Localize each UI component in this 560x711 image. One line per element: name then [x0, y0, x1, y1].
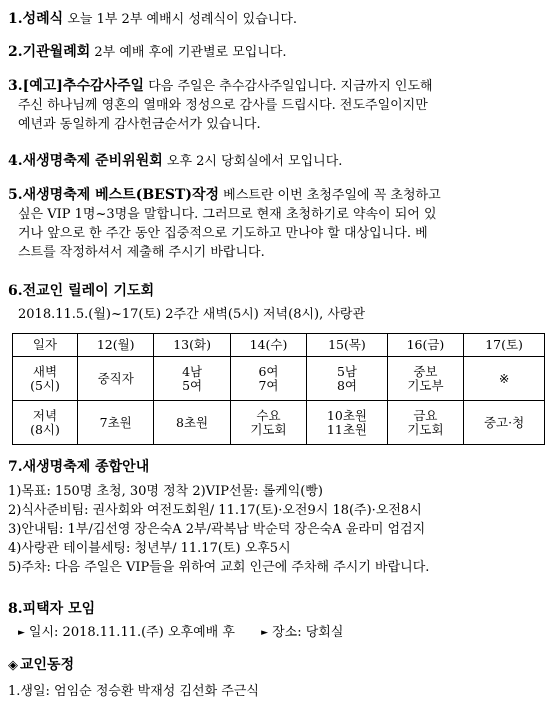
- table-header-cell: 12(월): [78, 334, 154, 357]
- table-cell-text: 8초원: [176, 414, 209, 430]
- table-cell-text: ※: [498, 370, 510, 386]
- table-cell-text: 6여 7여: [258, 363, 279, 393]
- table-cell: [307, 357, 388, 401]
- item-8-details: [18, 625, 343, 642]
- item-3-line-3: 예년과 동일하게 감사헌금순서가 있습니다.: [18, 117, 261, 132]
- item-7-line-3: 3)안내팀: 1부/김선영 장은숙A 2부/곽복남 박순덕 장은숙A 윤라미 엄검지: [8, 522, 426, 537]
- item-7-line-5: 5)주차: 다음 주일은 VIP들을 위하여 교회 인근에 주차해 주시기 바랍니다.: [8, 560, 430, 575]
- table-cell-text: 저녁 (8시): [30, 407, 60, 437]
- item-7: [8, 458, 149, 476]
- prayer-schedule-table: [12, 333, 545, 445]
- diamond-icon: ◈: [8, 658, 18, 673]
- table-cell-text: 중직자: [97, 370, 134, 386]
- item-3-title: [예고]추수감사주일: [22, 78, 145, 94]
- item-4-number: 4.: [8, 153, 23, 169]
- table-cell: [13, 401, 78, 445]
- table-cell: [13, 357, 78, 401]
- table-row: [13, 401, 545, 445]
- item-6-number: 6.: [8, 283, 23, 299]
- item-5-line-1: 베스트란 이번 초청주일에 꼭 초청하고: [219, 188, 441, 203]
- item-5-title: 새생명축제 베스트(BEST)작정: [22, 187, 220, 203]
- table-header-cell: 15(목): [307, 334, 388, 357]
- item-5: [8, 186, 441, 262]
- table-header-cell: 14(수): [230, 334, 306, 357]
- table-cell-text: 5남 8여: [336, 363, 357, 393]
- table-cell-text: 중고·청: [483, 414, 525, 430]
- item-3-line-2: 주신 하나님께 영혼의 열매와 정성으로 감사를 드립시다. 전도주일이지만: [18, 98, 428, 113]
- item-6-title: 전교인 릴레이 기도회: [22, 283, 155, 299]
- item-7-details: [8, 482, 429, 577]
- item-2: [8, 43, 287, 62]
- item-7-line-1: 1)목표: 150명 초청, 30명 정착 2)VIP선물: 롤케익(빵): [8, 484, 323, 499]
- table-header-row: [13, 334, 545, 357]
- table-cell: [464, 357, 545, 401]
- item-7-number: 7.: [8, 459, 23, 475]
- birthday-line: 1.생일: 엄임순 정승환 박재성 김선화 주근식: [8, 684, 259, 699]
- table-header-cell: 17(토): [464, 334, 545, 357]
- item-6: [8, 282, 154, 300]
- item-5-line-3: 거나 앞으로 한 주간 동안 집중적으로 기도하고 만나야 할 대상입니다. 베: [18, 226, 428, 241]
- item-8-number: 8.: [8, 601, 23, 617]
- meeting-place: 장소: 당회실: [272, 625, 344, 640]
- arrow-right-icon: ►: [261, 628, 269, 638]
- table-cell: [387, 401, 463, 445]
- item-2-number: 2.: [8, 44, 23, 60]
- item-4: [8, 152, 342, 171]
- table-header-cell: 16(금): [387, 334, 463, 357]
- item-3: [8, 77, 433, 134]
- table-cell: [230, 401, 306, 445]
- table-cell-text: 4남 5여: [182, 363, 203, 393]
- table-cell-text: 중보 기도부: [407, 363, 444, 393]
- table-cell: [230, 357, 306, 401]
- table-header-cell: 일자: [13, 334, 78, 357]
- item-4-text: 오후 2시 당회실에서 모입니다.: [162, 154, 343, 169]
- item-5-line-4: 스트를 작정하셔서 제출해 주시기 바랍니다.: [18, 245, 265, 260]
- table-cell-text: 금요 기도회: [407, 407, 444, 437]
- item-3-line-1: 다음 주일은 추수감사주일입니다. 지금까지 인도해: [144, 79, 433, 94]
- table-cell: [154, 357, 230, 401]
- arrow-right-icon: ►: [18, 628, 25, 638]
- church-news-title: 교인동정: [20, 657, 75, 673]
- item-2-text: 2부 예배 후에 기관별로 모입니다.: [90, 45, 287, 60]
- table-cell-text: 10초원 11초원: [326, 407, 367, 437]
- table-cell-text: 새벽 (5시): [30, 363, 60, 393]
- table-cell: [307, 401, 388, 445]
- item-1-title: 성례식: [22, 11, 64, 27]
- prayer-schedule-subtitle: 2018.11.5.(월)~17(토) 2주간 새벽(5시) 저녁(8시), 사랑관: [18, 307, 366, 322]
- table-cell-text: 수요 기도회: [250, 407, 287, 437]
- table-cell: [78, 401, 154, 445]
- item-5-line-2: 싶은 VIP 1명~3명을 말합니다. 그러므로 현재 초청하기로 약속이 되어 있: [18, 207, 437, 222]
- table-cell: [154, 401, 230, 445]
- table-header-cell: 13(화): [154, 334, 230, 357]
- item-1: [8, 10, 297, 29]
- item-7-line-4: 4)사랑관 테이블세팅: 청년부/ 11.17(토) 오후5시: [8, 541, 291, 556]
- table-cell: [387, 357, 463, 401]
- item-1-number: 1.: [8, 11, 23, 27]
- meeting-date: 일시: 2018.11.11.(주) 오후예배 후: [28, 625, 235, 640]
- item-8: [8, 600, 95, 618]
- item-4-title: 새생명축제 준비위원회: [22, 153, 163, 169]
- table-row: [13, 357, 545, 401]
- church-news-heading: [8, 656, 74, 675]
- table-cell: [78, 357, 154, 401]
- item-2-title: 기관월례회: [22, 44, 91, 60]
- table-cell: [464, 401, 545, 445]
- item-1-text: 오늘 1부 2부 예배시 성례식이 있습니다.: [63, 12, 298, 27]
- item-5-number: 5.: [8, 187, 23, 203]
- item-3-number: 3.: [8, 78, 23, 94]
- item-7-line-2: 2)식사준비팀: 권사회와 여전도회원/ 11.17(토)·오전9시 18(주)·오전8시: [8, 503, 422, 518]
- table-cell-text: 7초원: [99, 414, 132, 430]
- item-8-title: 피택자 모임: [22, 601, 96, 617]
- item-7-title: 새생명축제 종합안내: [22, 459, 150, 475]
